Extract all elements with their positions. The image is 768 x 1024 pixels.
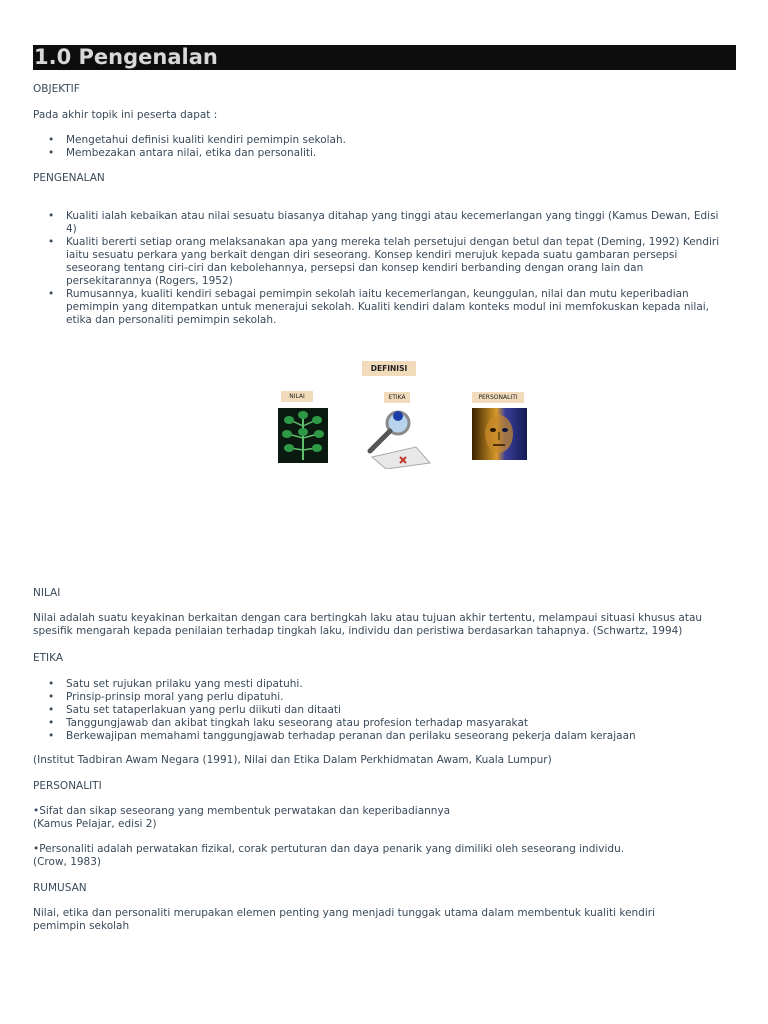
nilai-text: Nilai adalah suatu keyakinan berkaitan dengan cara bertingkah laku atau tujuan akhir tertentu, melampaui situasi khusus atau spesifik mengarah kepada penilaian terhadap tingkah laku, individu dan peristiwa berdasarkan tahapnya. (Schwartz, 1994): [33, 612, 703, 637]
title-bar: [33, 45, 736, 70]
personaliti-p2-line1: •Personaliti adalah perwatakan fizikal, corak pertuturan dan daya penarik yang dimiliki oleh seseorang individu.: [33, 843, 625, 855]
pengenalan-list: [33, 210, 723, 327]
face-icon: [472, 408, 527, 460]
list-item: • Prinsip-prinsip moral yang perlu dipatuhi.: [33, 691, 733, 704]
personaliti-heading: PERSONALITI: [33, 780, 102, 792]
etika-list: [33, 678, 733, 743]
list-item: • Kualiti bererti setiap orang melaksanakan apa yang mereka telah persetujui dengan betul dan tepat (Deming, 1992) Kendiri iaitu sesuatu perkara yang berkait dengan diri seseorang. Konsep kendiri merujuk kepada suatu gambaran persepsi seseorang tentang ciri-ciri dan kebolehannya, persepsi dan konsep kendiri berbanding dengan orang lain dan persekitarannya (Rogers, 1952): [33, 236, 723, 288]
objektif-list: [33, 134, 733, 160]
tree-icon: [278, 408, 328, 463]
etika-heading: ETIKA: [33, 652, 64, 664]
objektif-intro: Pada akhir topik ini peserta dapat :: [33, 109, 218, 121]
definisi-label: DEFINISI: [362, 361, 416, 376]
list-item: • Satu set rujukan prilaku yang mesti dipatuhi.: [33, 678, 733, 691]
list-item: • Rumusannya, kualiti kendiri sebagai pemimpin sekolah iaitu kecemerlangan, keunggulan, nilai dan mutu keperibadian pemimpin yang ditempatkan untuk menerajui sekolah. Kualiti kendiri dalam konteks modul ini memfokuskan kepada nilai, etika dan personaliti pemimpin sekolah.: [33, 288, 723, 327]
definisi-diagram: [270, 355, 540, 475]
rumusan-text: Nilai, etika dan personaliti merupakan elemen penting yang menjadi tunggak utama dalam membentuk kualiti kendiri pemimpin sekolah: [33, 907, 656, 932]
rumusan-heading: RUMUSAN: [33, 882, 87, 894]
etika-label: ETIKA: [384, 392, 410, 403]
personaliti-p1-line2: (Kamus Pelajar, edisi 2): [33, 818, 157, 830]
list-item: • Mengetahui definisi kualiti kendiri pemimpin sekolah.: [33, 134, 733, 147]
personaliti-p2-line2: (Crow, 1983): [33, 856, 102, 868]
list-item: • Membezakan antara nilai, etika dan personaliti.: [33, 147, 733, 160]
magnifier-icon: [358, 407, 434, 469]
list-item: • Tanggungjawab dan akibat tingkah laku seseorang atau profesion terhadap masyarakat: [33, 717, 733, 730]
objektif-heading: OBJEKTIF: [33, 83, 80, 95]
nilai-heading: NILAI: [33, 587, 61, 599]
personaliti-label: PERSONALITI: [472, 392, 524, 403]
nilai-label: NILAI: [281, 391, 313, 402]
page-title: 1.0 Pengenalan: [34, 45, 218, 69]
pengenalan-heading: PENGENALAN: [33, 172, 105, 184]
personaliti-p1-line1: •Sifat dan sikap seseorang yang membentuk perwatakan dan keperibadiannya: [33, 805, 451, 817]
etika-source: (Institut Tadbiran Awam Negara (1991), Nilai dan Etika Dalam Perkhidmatan Awam, Kuala Lumpur): [33, 754, 552, 766]
list-item: • Berkewajipan memahami tanggungjawab terhadap peranan dan perilaku seseorang pekerja dalam kerajaan: [33, 730, 733, 743]
list-item: • Satu set tataperlakuan yang perlu diikuti dan ditaati: [33, 704, 733, 717]
list-item: • Kualiti ialah kebaikan atau nilai sesuatu biasanya ditahap yang tinggi atau kecemerlangan yang tinggi (Kamus Dewan, Edisi 4): [33, 210, 723, 236]
